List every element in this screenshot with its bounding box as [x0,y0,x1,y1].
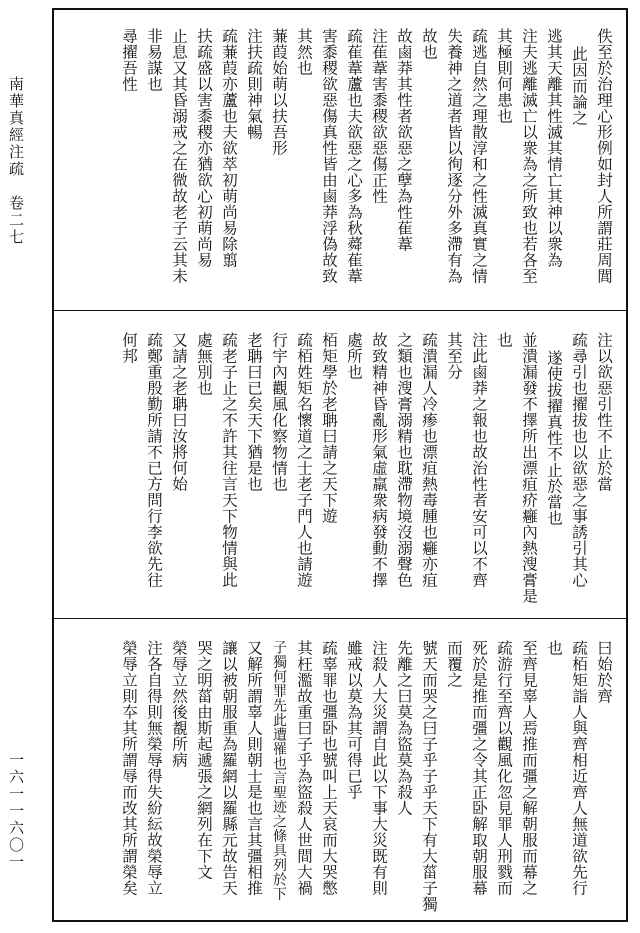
text-column: 止息又其昏溺戒之在微故老子云其未 [170,28,188,284]
text-column: 疏游行至齊以觀風化忽見罪人刑戮而 [495,640,513,896]
text-column: 此因而論之 [570,46,588,126]
text-block-top [54,12,626,308]
text-column: 害黍稷欲惡傷真性皆由鹵莽浮偽故致 [320,28,338,284]
text-column: 非易謀也 [145,28,163,92]
section-divider [54,310,626,311]
side-page-number: 一六一一六〇一 [7,752,25,871]
text-column: 疏栢姓矩名懷道之士老子門人也請遊 [295,332,313,588]
text-column: 疏萑葦蘆也夫欲惡之心多為秋蕣萑葦 [345,28,363,284]
section-divider [54,618,626,619]
text-column: 並潰漏發不擇所出漂疽疥癰內熱溲膏是 [520,332,538,604]
text-column: 其然也 [295,28,313,76]
text-column: 而覆之 [445,640,463,688]
text-column: 曰始於齊 [595,640,613,704]
side-title: 南華真經注疏 卷二七 [7,76,25,246]
text-column: 也 [495,332,513,348]
text-column: 處所也 [345,332,363,380]
text-column: 疏蒹葭亦蘆也夫欲萃初萌尚易除翦 [220,28,238,268]
text-column: 疏辜罪也彊卧也號叫上天哀而大哭憋 [320,640,338,896]
text-column: 栢矩學於老聃曰請之天下遊 [320,332,338,524]
text-column: 注此鹵莽之報也故治性者安可以不齊 [470,332,488,588]
text-column: 處無別也 [195,332,213,396]
text-column: 故也 [420,28,438,60]
text-column: 至齊見辜人焉推而彊之解朝服而幕之 [520,640,538,896]
text-column: 疏尋引也擢拔也以欲惡之事誘引其心 [570,332,588,588]
text-column: 也 [545,640,563,656]
text-column: 疏鄭重殷勤所請不已方問行李欲先往 [145,332,163,588]
text-column: 老聃曰已矣天下猶是也 [245,332,263,492]
text-column: 其枉濫故重曰子乎為盜殺人世間大禍 [295,640,313,896]
text-column: 疏栢矩詣人與齊相近齊人無道欲先行 [570,640,588,896]
text-column: 失養神之道者皆以徇逐分外多滯有為 [445,28,463,284]
text-column: 其極則何患也 [495,28,513,124]
text-column: 之類也溲膏溺精也耽滯物境沒溺聲色 [395,332,413,588]
page-frame [52,8,628,922]
text-column: 蒹葭始萌以扶吾形 [270,28,288,156]
text-column: 榮辱立則夲其所謂辱而改其所謂榮矣 [120,640,138,896]
text-column: 故鹵莽其性者欲惡之孽為性萑葦 [395,28,413,252]
text-column: 讓以被朝服重為羅網以羅縣元故告天 [220,640,238,896]
text-column: 行宇內觀風化察物情也 [270,332,288,492]
text-column: 又請之老聃曰汝將何始 [170,332,188,492]
text-column: 疏老子止之不許其往言天下物情與此 [220,332,238,588]
text-column: 疏逃自然之理散淳和之性滅真實之情 [470,28,488,284]
text-column: 榮辱立然後覩所病 [170,640,188,768]
text-column: 哭之明菑由斯起遞張之網列在下文 [195,640,213,880]
text-column: 佚至於治理心形例如封人所謂莊周閭 [595,28,613,284]
text-column: 注萑葦害黍稷欲惡傷正性 [370,28,388,204]
text-column: 先離之曰莫為盜莫為殺人 [395,640,413,816]
text-column: 又解所謂辜人則朝士是也言其彊相推 [245,640,263,896]
text-column: 注夫逃離滅亡以衆為之所致也若各至 [520,28,538,284]
text-column: 遂使拔擢真性不止於當也 [545,350,563,526]
text-column: 逃其天離其性滅其情亡其神以衆為 [545,28,563,268]
text-column: 注以欲惡引性不止於當 [595,332,613,492]
text-column: 注扶疏則神氣暢 [245,28,263,140]
text-column: 疏潰漏人冷瘆也漂疽熱毒腫也癰亦疽 [420,332,438,588]
text-block-middle [54,316,626,612]
text-column: 死於是推而彊之令其正卧解取朝服幕 [470,640,488,896]
text-column: 雖戒以莫為其可得已乎 [345,640,363,800]
text-column: 注各自得則無榮辱得失紛紜故榮辱立 [145,640,163,896]
text-column: 注殺人大災謂自此以下事大災既有則 [370,640,388,896]
text-column: 何邦 [120,332,138,364]
text-block-bottom [54,624,626,920]
text-column: 子獨何罪先此遭罹也言聖迹之條具列於下 [271,640,287,901]
text-column: 號天而哭之曰子乎子乎天下有大菑子獨 [420,640,438,912]
text-column: 故致精神昏亂形氣虛羸衆病發動不擇 [370,332,388,588]
text-column: 尋擢吾性 [120,28,138,92]
text-column: 其至分 [445,332,463,380]
text-column: 扶疏盛以害黍稷亦猶欲心初萌尚易 [195,28,213,268]
